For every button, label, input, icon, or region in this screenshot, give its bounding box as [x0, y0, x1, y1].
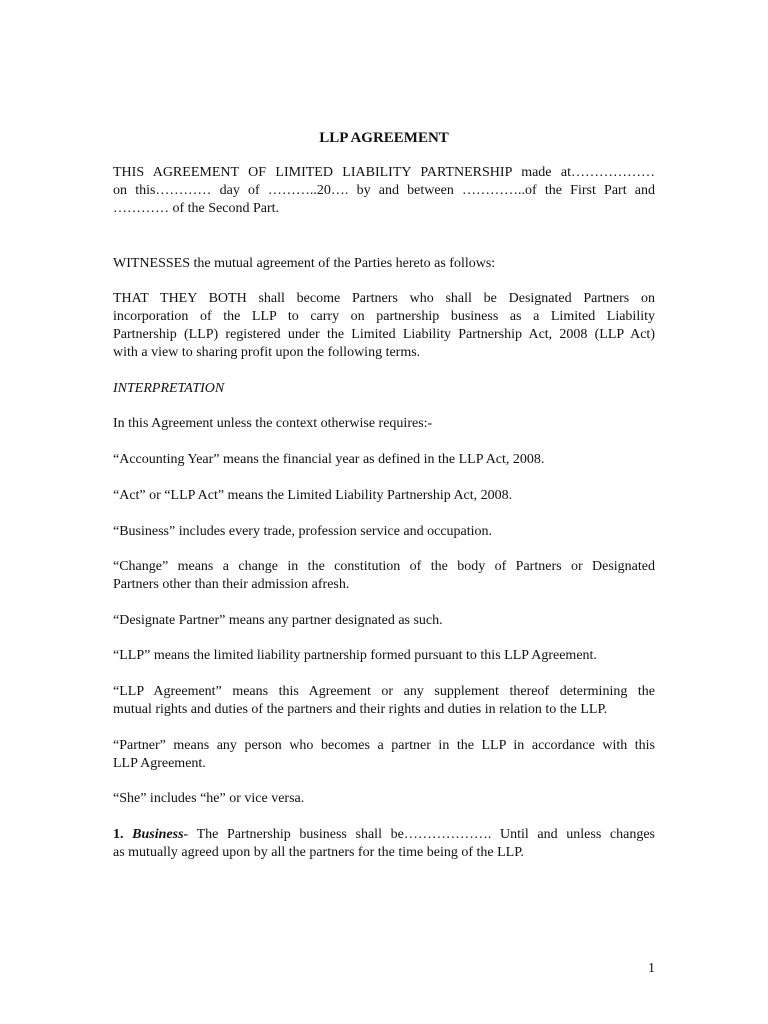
clause-business-line	[113, 826, 655, 844]
witnesses-paragraph: WITNESSES the mutual agreement of the Parties hereto as follows:	[113, 256, 496, 271]
that-they-line: with a view to sharing profit upon the following terms.	[113, 345, 421, 360]
definition-designate-partner: “Designate Partner” means any partner designated as such.	[113, 613, 443, 628]
definition-accounting-year: “Accounting Year” means the financial year as defined in the LLP Act, 2008.	[113, 452, 545, 467]
intro-line: ………… of the Second Part.	[113, 201, 280, 216]
that-they-paragraph	[113, 290, 655, 362]
clause-text: The Partnership business shall be………………. Until and unless changes	[188, 827, 656, 842]
that-they-line: incorporation of the LLP to carry on partnership business as a Limited Liability	[113, 309, 655, 324]
definition-business: “Business” includes every trade, profession service and occupation.	[113, 524, 493, 539]
that-they-line: Partnership (LLP) registered under the Limited Liability Partnership Act, 2008 (LLP Act)	[113, 327, 655, 342]
definition-change: “Change” means a change in the constitution of the body of Partners or Designated Partners other than their admission afresh.	[113, 559, 655, 592]
definition-llp: “LLP” means the limited liability partnership formed pursuant to this LLP Agreement.	[113, 648, 597, 663]
definition-llp-agreement: “LLP Agreement” means this Agreement or any supplement thereof determining the mutual rights and duties of the partners and their rights and duties in relation to the LLP.	[113, 684, 655, 717]
intro-line: on this………… day of ………..20…. by and between …………..of the First Part and	[113, 183, 655, 198]
clause-business	[113, 826, 655, 862]
clause-business-line: as mutually agreed upon by all the partners for the time being of the LLP.	[113, 845, 524, 860]
document-title: LLP AGREEMENT	[319, 130, 449, 146]
interpretation-heading: INTERPRETATION	[113, 381, 225, 396]
definition-partner: “Partner” means any person who becomes a partner in the LLP in accordance with this LLP Agreement.	[113, 738, 655, 771]
intro-line: THIS AGREEMENT OF LIMITED LIABILITY PARTNERSHIP made at………………	[113, 165, 655, 180]
intro-paragraph	[113, 164, 655, 218]
page-number: 1	[648, 961, 655, 976]
clause-number: 1.	[113, 827, 124, 842]
context-line: In this Agreement unless the context otherwise requires:-	[113, 416, 433, 431]
definition-act: “Act” or “LLP Act” means the Limited Liability Partnership Act, 2008.	[113, 488, 513, 503]
that-they-line: THAT THEY BOTH shall become Partners who shall be Designated Partners on	[113, 291, 655, 306]
clause-heading: Business-	[132, 827, 189, 842]
definition-she: “She” includes “he” or vice versa.	[113, 791, 305, 806]
